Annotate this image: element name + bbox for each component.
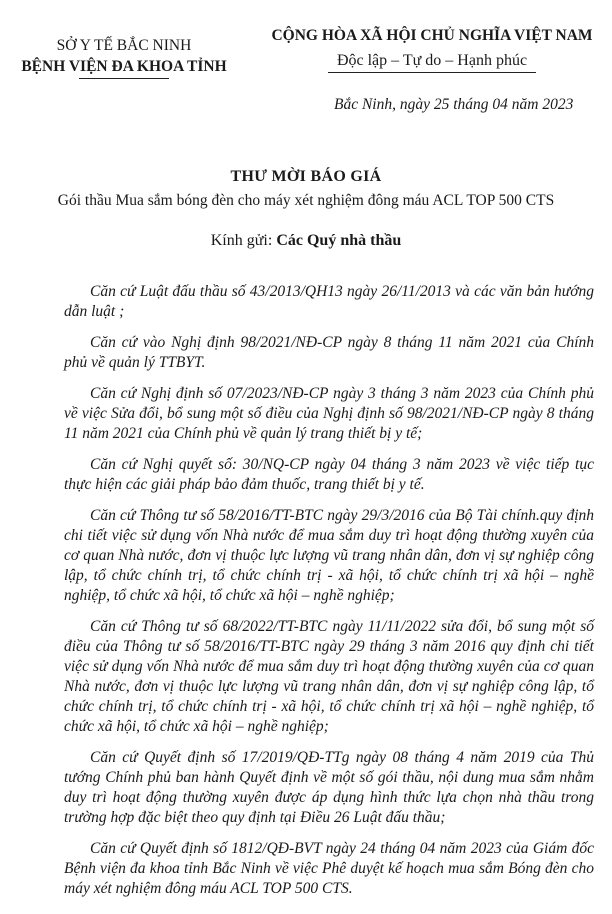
legal-basis-paragraph: Căn cứ Luật đấu thầu số 43/2013/QH13 ngày 26/11/2013 và các văn bản hướng dẫn luật ; [64,283,594,320]
document-title: THƯ MỜI BÁO GIÁ [230,168,382,185]
legal-basis-paragraph: Căn cứ Thông tư số 68/2022/TT-BTC ngày 11/11/2022 sửa đổi, bổ sung một số điều của Thông tư số 58/2016/TT-BTC ngày 29 tháng 3 năm 2016 quy định chi tiết việc sử dụng vốn Nhà nước để mua sắm duy trì hoạt động thường xuyên của cơ quan Nhà nước, đơn vị thuộc lực lượng vũ trang nhân dân, đơn vị sự nghiệp công lập, tổ chức chính trị, tổ chức chính trị - xã hội, tổ chức chính trị xã hội – nghề nghiệp, tổ chức xã hội, tổ chức xã hội – nghề nghiệp; [64,618,594,735]
legal-basis-paragraph: Căn cứ vào Nghị định 98/2021/NĐ-CP ngày 8 tháng 11 năm 2021 của Chính phủ về quản lý TTBYT. [64,334,594,371]
motto-underline [328,72,536,73]
legal-basis-paragraph: Căn cứ Nghị quyết số: 30/NQ-CP ngày 04 tháng 3 năm 2023 về việc tiếp tục thực hiện các giải pháp bảo đảm thuốc, trang thiết bị y tế. [64,456,594,493]
document-date: Bắc Ninh, ngày 25 tháng 04 năm 2023 [334,96,574,113]
legal-basis-paragraph: Căn cứ Thông tư số 58/2016/TT-BTC ngày 29/3/2016 của Bộ Tài chính.quy định chi tiết việc sử dụng vốn Nhà nước để mua sắm duy trì hoạt động thường xuyên của cơ quan Nhà nước, đơn vị thuộc lực lượng vũ trang nhân dân, đơn vị sự nghiệp công lập, tổ chức chính trị, tổ chức chính trị - xã hội, tổ chức chính trị xã hội – nghề nghiệp, tổ chức xã hội, tổ chức xã hội – nghề nghiệp; [64,507,594,604]
national-motto: Độc lập – Tự do – Hạnh phúc [336,52,528,69]
greeting-recipient: Các Quý nhà thầu [276,232,402,249]
legal-basis-paragraph: Căn cứ Quyết định số 1812/QĐ-BVT ngày 24 tháng 04 năm 2023 của Giám đốc Bệnh viện đa khoa tỉnh Bắc Ninh về việc Phê duyệt kế hoạch mua sắm Bóng đèn cho máy xét nghiệm đông máu ACL TOP 500 CTS. [64,840,594,897]
issuer-underline [79,78,169,79]
legal-basis-paragraph: Căn cứ Nghị định số 07/2023/NĐ-CP ngày 3 tháng 3 năm 2023 của Chính phủ về việc Sửa đổi, bổ sung một số điều của Nghị định số 98/2021/NĐ-CP ngày 8 tháng 11 năm 2021 của Chính phủ về quản lý trang thiết bị y tế; [64,385,594,442]
legal-basis-section [64,282,594,910]
greeting-line [0,232,612,250]
document-subtitle: Gói thầu Mua sắm bóng đèn cho máy xét nghiệm đông máu ACL TOP 500 CTS [57,192,555,209]
agency-name: SỞ Y TẾ BẮC NINH [56,37,192,54]
country-name: CỘNG HÒA XÃ HỘI CHỦ NGHĨA VIỆT NAM [271,27,593,44]
national-header [252,26,612,73]
hospital-name: BỆNH VIỆN ĐA KHOA TỈNH [21,58,227,75]
legal-basis-paragraph: Căn cứ Quyết định số 17/2019/QĐ-TTg ngày 08 tháng 4 năm 2019 của Thủ tướng Chính phủ ban hành Quyết định về một số gói thầu, nội dung mua sắm nhằm duy trì hoạt động thường xuyên được áp dụng hình thức lựa chọn nhà thầu trong trường hợp đặc biệt theo quy định tại Điều 26 Luật đấu thầu; [64,749,594,826]
issuer-block [14,36,234,79]
greeting-prefix: Kính gửi: [210,232,273,249]
